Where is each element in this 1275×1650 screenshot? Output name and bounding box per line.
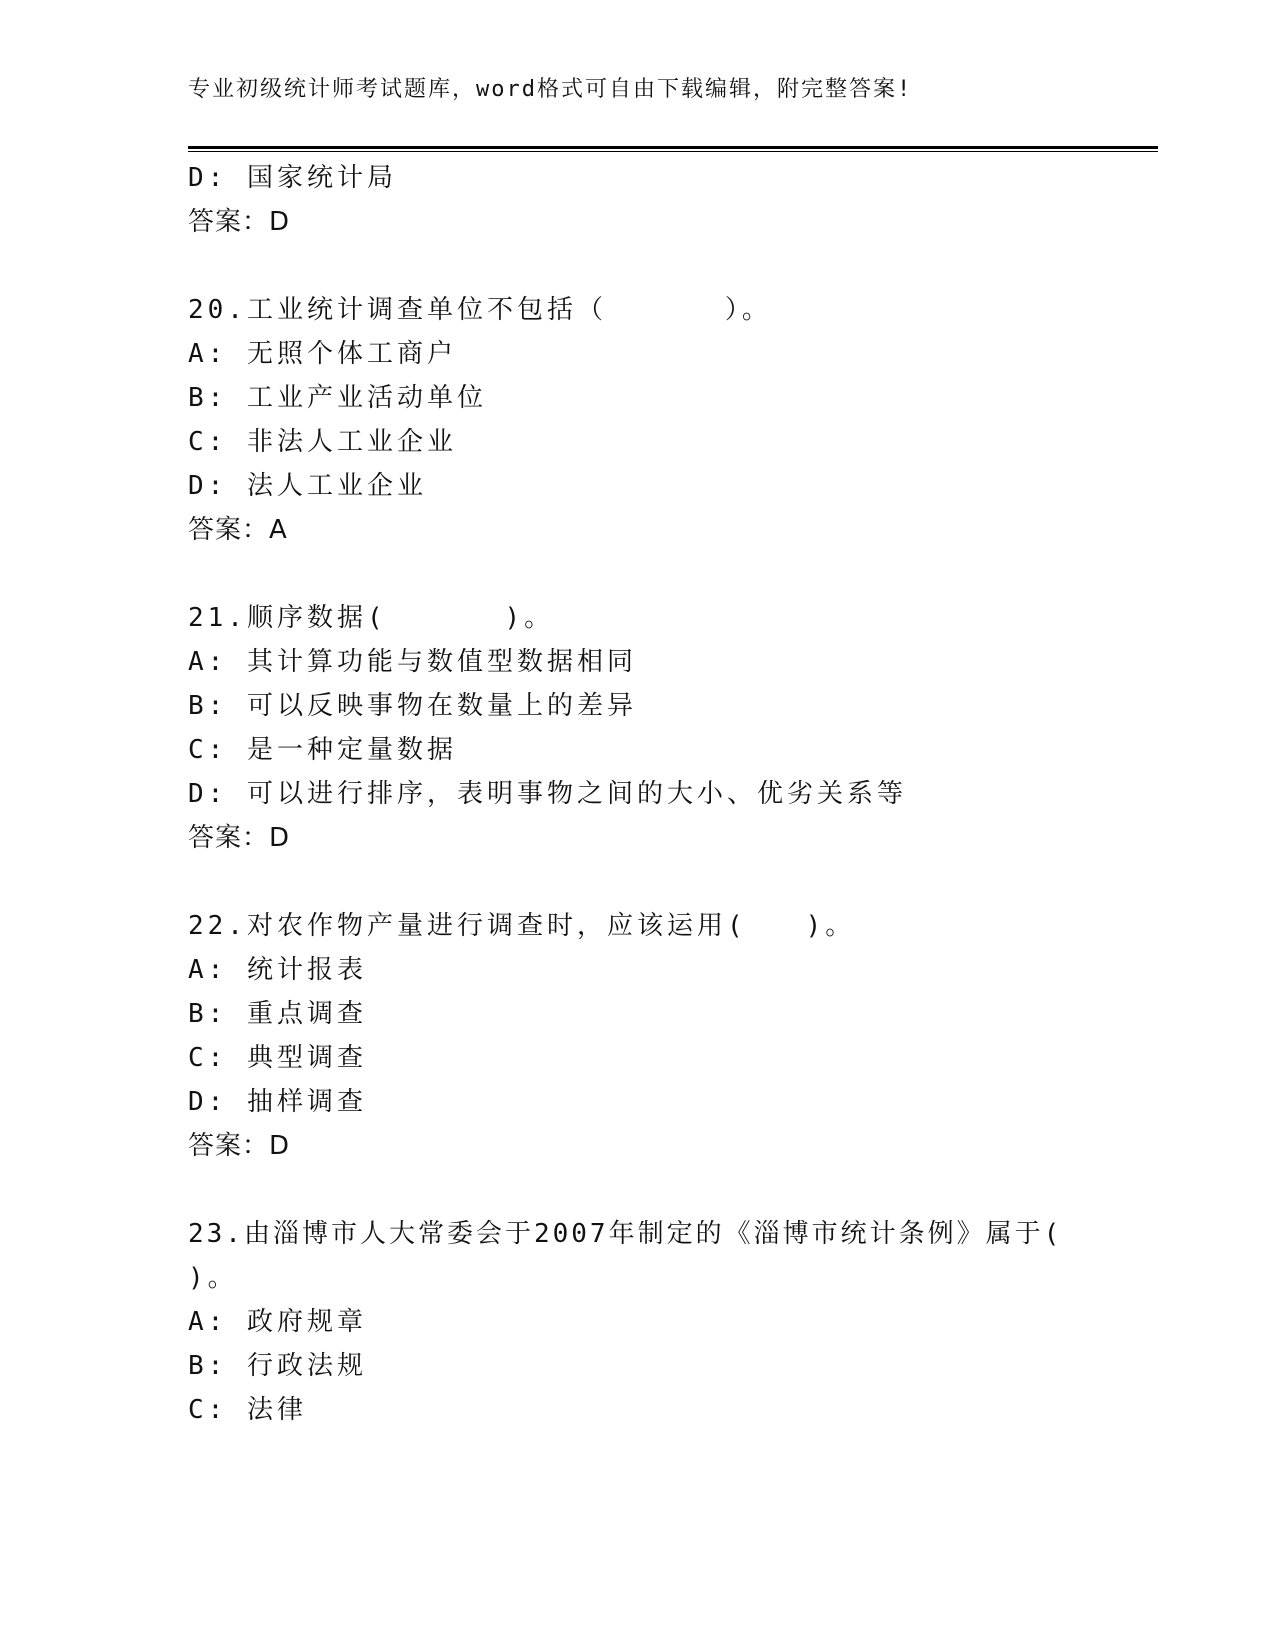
- question-stem-line-2: )。: [188, 1263, 238, 1293]
- option-d: D: 可以进行排序，表明事物之间的大小、优劣关系等: [188, 779, 907, 809]
- option-a: A: 无照个体工商户: [188, 339, 457, 369]
- page-header: 专业初级统计师考试题库，word格式可自由下载编辑，附完整答案!: [188, 77, 913, 102]
- option-a: A: 政府规章: [188, 1307, 367, 1337]
- answer: 答案：D: [188, 1131, 291, 1161]
- option-c: C: 是一种定量数据: [188, 735, 457, 765]
- answer: 答案：A: [188, 515, 288, 545]
- option-d: D: 法人工业企业: [188, 471, 427, 501]
- answer: 答案：D: [188, 823, 291, 853]
- option-c: C: 非法人工业企业: [188, 427, 457, 457]
- carryover-option-d: D: 国家统计局: [188, 163, 397, 193]
- carryover-answer: 答案：D: [188, 207, 291, 237]
- option-b: B: 工业产业活动单位: [188, 383, 487, 413]
- option-d: D: 抽样调查: [188, 1087, 367, 1117]
- question-stem: 21.顺序数据( )。: [188, 603, 555, 633]
- option-a: A: 统计报表: [188, 955, 367, 985]
- option-c: C: 典型调查: [188, 1043, 367, 1073]
- option-b: B: 行政法规: [188, 1351, 367, 1381]
- option-b: B: 重点调查: [188, 999, 367, 1029]
- question-stem-line-1: 23.由淄博市人大常委会于2007年制定的《淄博市统计条例》属于(: [188, 1219, 1063, 1249]
- option-b: B: 可以反映事物在数量上的差异: [188, 691, 637, 721]
- option-a: A: 其计算功能与数值型数据相同: [188, 647, 637, 677]
- header-rule: [188, 146, 1158, 152]
- question-stem: 20.工业统计调查单位不包括（ ）。: [188, 295, 772, 325]
- option-c: C: 法律: [188, 1395, 307, 1425]
- question-stem: 22.对农作物产量进行调查时，应该运用( )。: [188, 911, 856, 941]
